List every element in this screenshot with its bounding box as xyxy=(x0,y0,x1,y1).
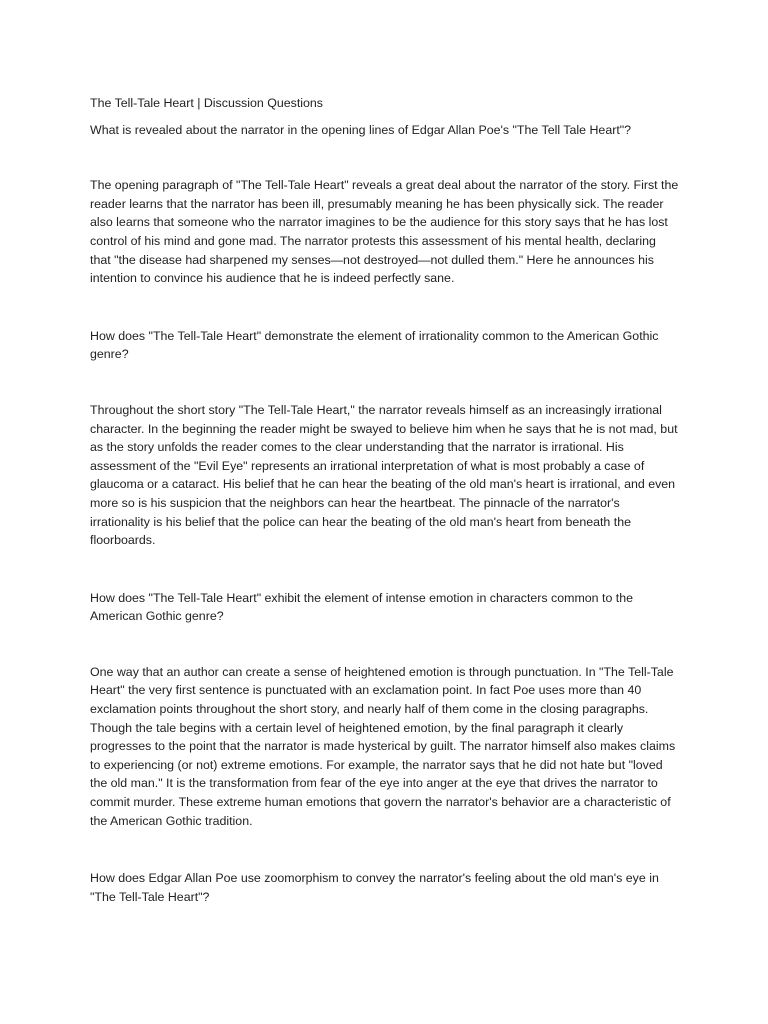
answer-3: One way that an author can create a sense of heightened emotion is through punctuation. In "The Tell-Tale Heart" the very first sentence is punctuated with an exclamation point. In fact Poe uses more than 40 exclamation points throughout the short story, and nearly half of them come in the closing paragraphs. Though the tale begins with a certain level of heightened emotion, by the final paragraph it clearly progresses to the point that the narrator is made hysterical by guilt. The narrator himself also makes claims to experiencing (or not) extreme emotions. For example, the narrator says that he did not hate but "loved the old man." It is the transformation from fear of the eye into anger at the eye that drives the narrator to commit murder. These extreme human emotions that govern the narrator's behavior are a characteristic of the American Gothic tradition. xyxy=(90,664,676,828)
question-4: How does Edgar Allan Poe use zoomorphism to convey the narrator's feeling about the old man's eye in "The Tell-Tale Heart"? xyxy=(90,871,659,904)
document-title: The Tell-Tale Heart | Discussion Questions xyxy=(90,96,323,110)
question-3: How does "The Tell-Tale Heart" exhibit the element of intense emotion in characters common to the American Gothic genre? xyxy=(90,590,634,624)
question-1: What is revealed about the narrator in the opening lines of Edgar Allan Poe's "The Tell Tale Heart"? xyxy=(90,122,632,137)
document-page xyxy=(90,94,680,943)
answer-1: The opening paragraph of "The Tell-Tale Heart" reveals a great deal about the narrator of the story. First the reader learns that the narrator has been ill, presumably meaning he has been physically sick. The reader also learns that someone who the narrator imagines to be the audience for this story says that he has lost control of his mind and gone mad. The narrator protests this assessment of his mental health, declaring that "the disease had sharpened my senses—not destroyed—not dulled them." Here he announces his intention to convince his audience that he is indeed perfectly sane. xyxy=(90,178,679,286)
question-2: How does "The Tell-Tale Heart" demonstrate the element of irrationality common to the American Gothic genre? xyxy=(90,328,659,362)
answer-2: Throughout the short story "The Tell-Tale Heart," the narrator reveals himself as an increasingly irrational character. In the beginning the reader might be swayed to believe him when he says that he is not mad, but as the story unfolds the reader comes to the clear understanding that the narrator is irrational. His assessment of the "Evil Eye" represents an irrational interpretation of what is most probably a case of glaucoma or a cataract. His belief that he can hear the beating of the old man's heart is irrational, and even more so is his suspicion that the neighbors can hear the heartbeat. The pinnacle of the narrator's irrationality is his belief that the police can hear the beating of the old man's heart from beneath the floorboards. xyxy=(90,402,678,548)
